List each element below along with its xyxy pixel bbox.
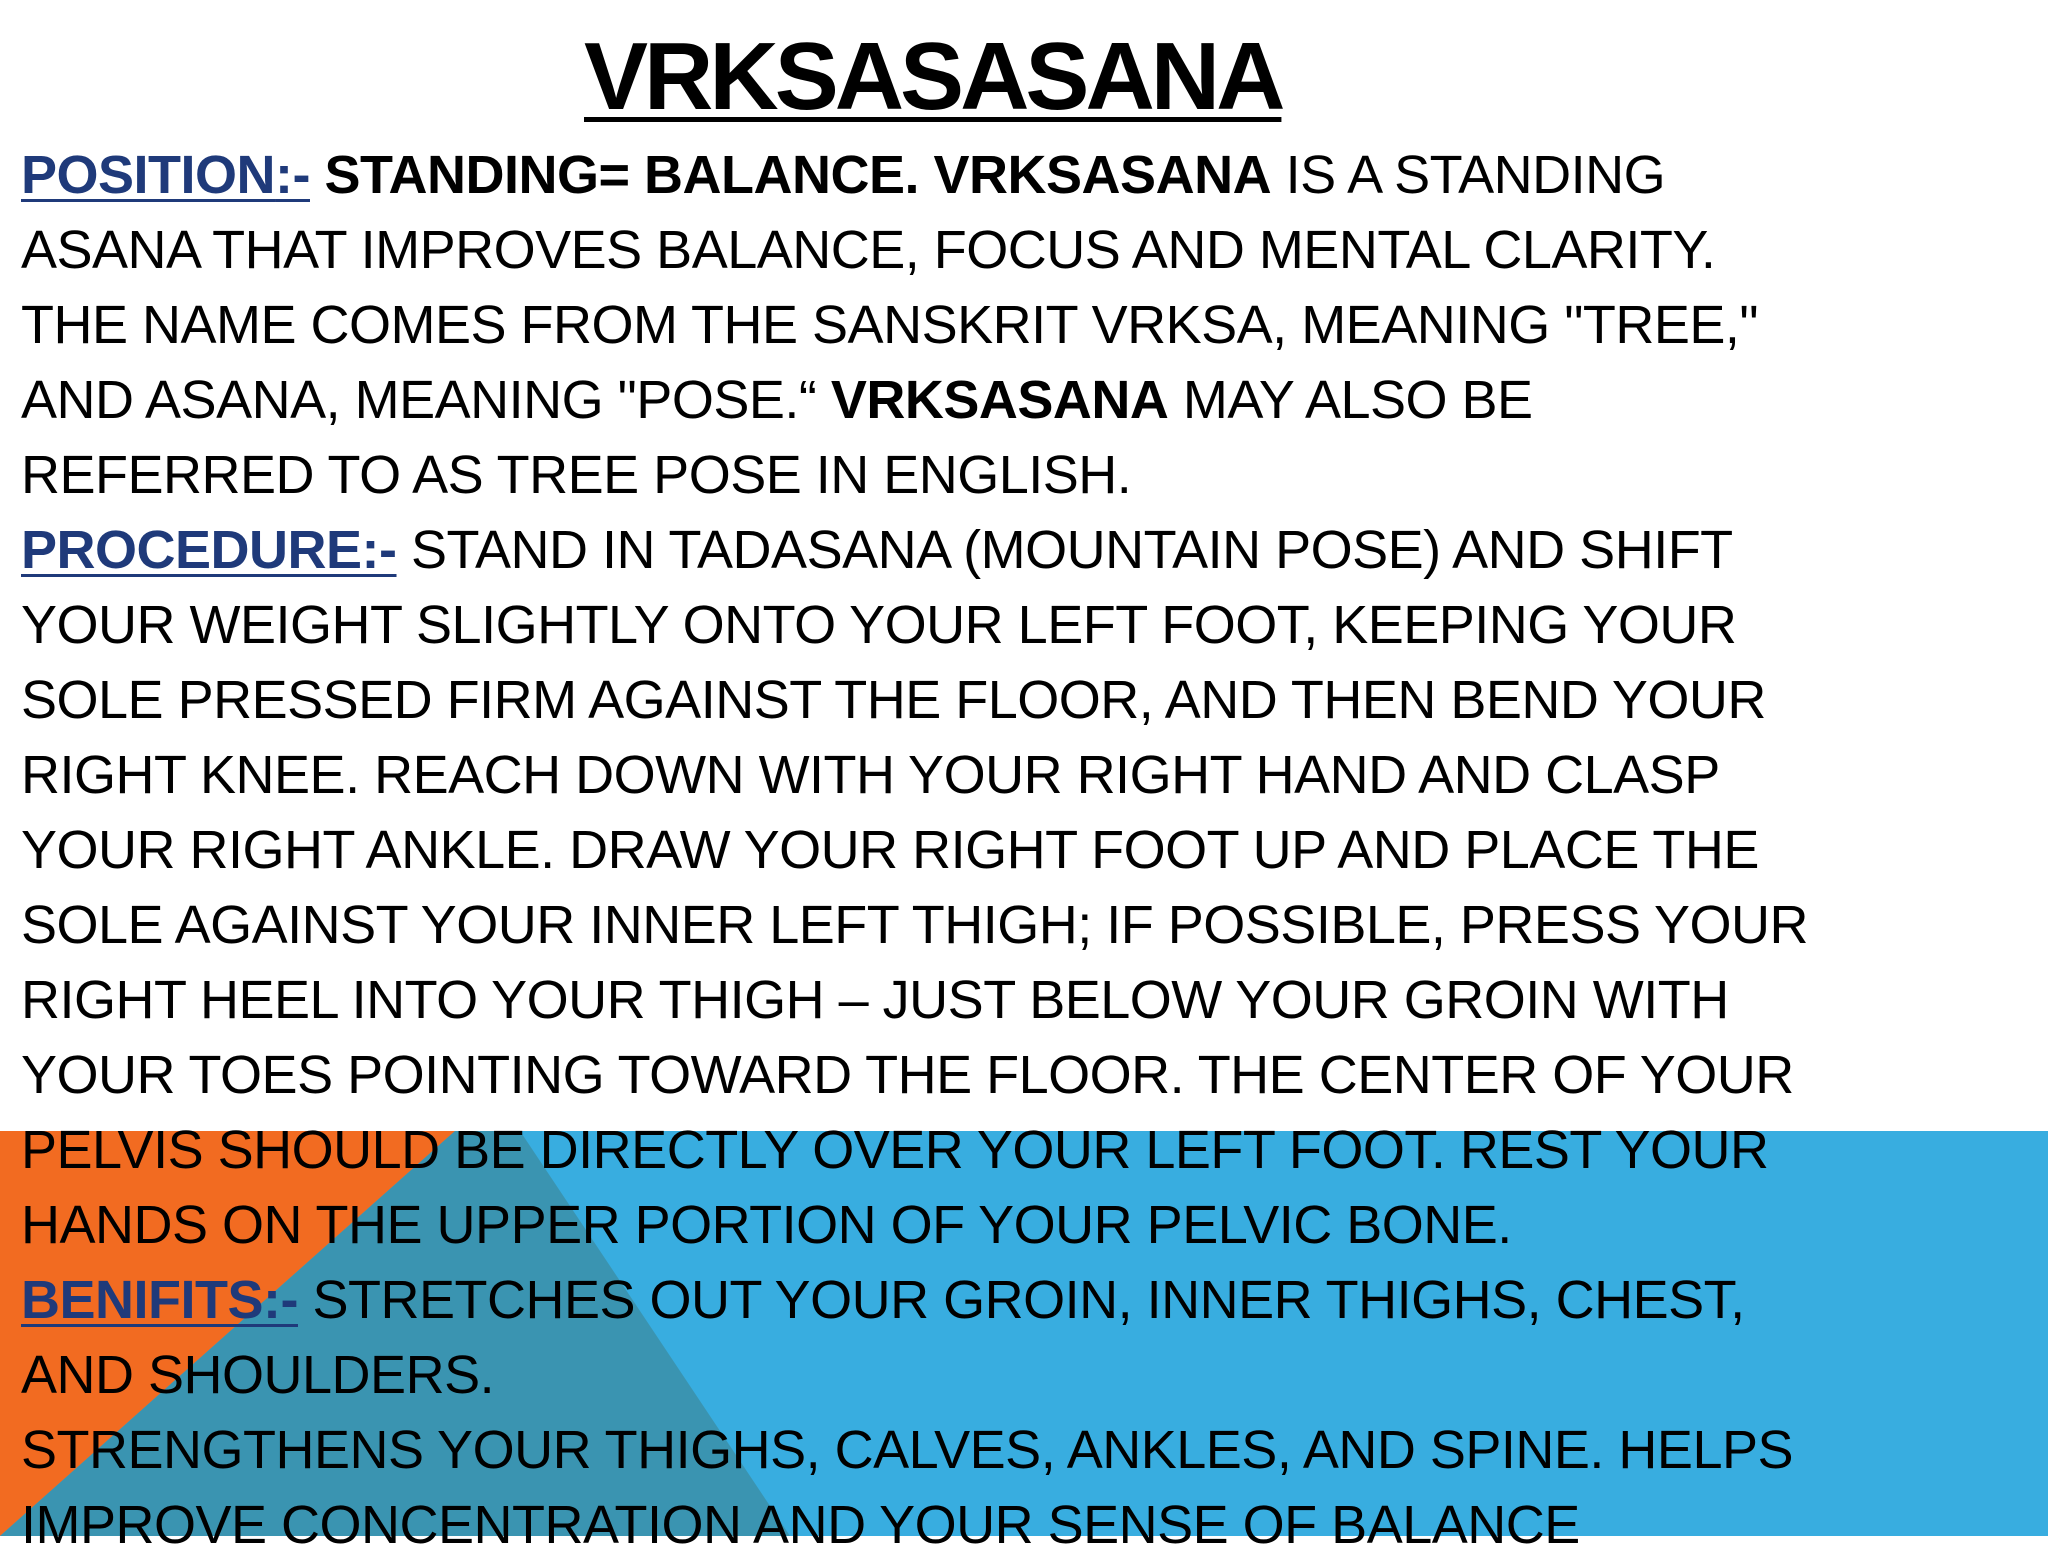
position-separator: :- [275,145,310,205]
procedure-line-7: RIGHT HEEL INTO YOUR THIGH – JUST BELOW YOUR GROIN WITH [21,970,1729,1030]
procedure-line-4: RIGHT KNEE. REACH DOWN WITH YOUR RIGHT HAND AND CLASP [21,745,1720,805]
benefits-label: BENIFITS:- [21,1270,298,1330]
procedure-line-10: HANDS ON THE UPPER PORTION OF YOUR PELVIC BONE. [21,1195,1512,1255]
benefits-line-2: AND SHOULDERS. [21,1345,495,1405]
position-bold-lead: STANDING= BALANCE. VRKSASANA [310,145,1272,205]
position-line-4-a: AND ASANA, MEANING "POSE.“ [21,370,831,430]
position-line-4-bold: VRKSASANA [830,370,1169,430]
procedure-line-2: YOUR WEIGHT SLIGHTLY ONTO YOUR LEFT FOOT, KEEPING YOUR [21,595,1737,655]
procedure-line-1 [21,513,2011,588]
benefits-line-3: STRENGTHENS YOUR THIGHS, CALVES, ANKLES, AND SPINE. HELPS [21,1420,1794,1480]
position-line-5: REFERRED TO AS TREE POSE IN ENGLISH. [21,445,1132,505]
procedure-line-5: YOUR RIGHT ANKLE. DRAW YOUR RIGHT FOOT UP AND PLACE THE [21,820,1759,880]
procedure-line-8: YOUR TOES POINTING TOWARD THE FLOOR. THE CENTER OF YOUR [21,1045,1794,1105]
procedure-line-6: SOLE AGAINST YOUR INNER LEFT THIGH; IF POSSIBLE, PRESS YOUR [21,895,1809,955]
slide-body [21,138,2011,1563]
benefits-line-4: IMPROVE CONCENTRATION AND YOUR SENSE OF BALANCE [21,1495,1580,1555]
position-label: POSITION [21,145,276,205]
procedure-label: PROCEDURE:- [21,520,397,580]
procedure-line-1-rest: STAND IN TADASANA (MOUNTAIN POSE) AND SHIFT [396,520,1733,580]
position-line-2: ASANA THAT IMPROVES BALANCE, FOCUS AND MENTAL CLARITY. [21,220,1716,280]
procedure-line-9: PELVIS SHOULD BE DIRECTLY OVER YOUR LEFT FOOT. REST YOUR [21,1120,1769,1180]
position-line-1-rest: IS A STANDING [1271,145,1666,205]
position-line-4 [21,363,2011,438]
benefits-line-1 [21,1263,2011,1338]
procedure-line-3: SOLE PRESSED FIRM AGAINST THE FLOOR, AND THEN BEND YOUR [21,670,1766,730]
position-line-3: THE NAME COMES FROM THE SANSKRIT VRKSA, MEANING "TREE," [21,295,1759,355]
benefits-line-1-rest: STRETCHES OUT YOUR GROIN, INNER THIGHS, CHEST, [297,1270,1745,1330]
position-line-4-b: MAY ALSO BE [1168,370,1533,430]
position-line-1 [21,138,2011,213]
slide-title: VRKSASASANA [584,23,1282,130]
